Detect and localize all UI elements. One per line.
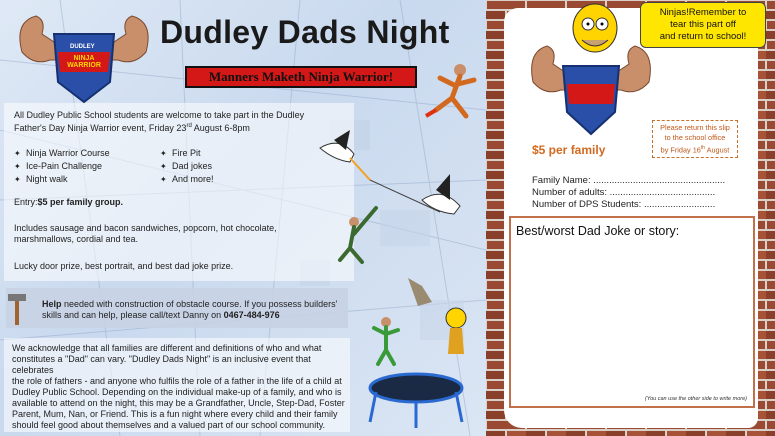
ack-line: Parent, Mum, Nan, or Friend. This is a fun night where every child and their family bbox=[12, 409, 338, 419]
family-name-field[interactable]: Family Name: .................................................. bbox=[532, 175, 726, 186]
return-notice bbox=[652, 120, 738, 158]
prizes-text: Lucky door prize, best portrait, and best dad joke prize. bbox=[14, 261, 234, 271]
trampoline-image bbox=[352, 272, 486, 436]
hammer-icon bbox=[6, 290, 30, 326]
ninja-bullet-icon: ✦ bbox=[160, 162, 167, 171]
intro-time: August 6-8pm bbox=[191, 123, 250, 133]
list-item bbox=[14, 147, 110, 160]
logo-text-top: DUDLEY bbox=[70, 44, 95, 50]
activity-label: Fire Pit bbox=[172, 148, 201, 158]
return-date-suffix: th bbox=[700, 145, 705, 151]
logo-text-main: NINJA WARRIOR bbox=[67, 55, 101, 69]
pelicans-zipline-image bbox=[310, 130, 480, 280]
list-item bbox=[160, 147, 214, 160]
activity-label: And more! bbox=[172, 174, 214, 184]
activities-left bbox=[14, 147, 110, 186]
return-date: by Friday 16 bbox=[660, 145, 701, 155]
help-text bbox=[42, 299, 347, 321]
intro-date-suffix: rd bbox=[186, 123, 192, 129]
intro-date: Father's Day Ninja Warrior event, Friday 23 bbox=[14, 123, 187, 133]
includes-line-1: Includes sausage and bacon sandwiches, popcorn, hot chocolate, bbox=[14, 223, 277, 233]
ninja-bullet-icon: ✦ bbox=[14, 162, 21, 171]
ninja-bullet-icon: ✦ bbox=[14, 175, 21, 184]
activities-right bbox=[160, 147, 214, 186]
help-line-1: needed with construction of obstacle course. If you possess builders' bbox=[61, 299, 338, 309]
return-line-1: Please return this slip bbox=[660, 123, 730, 132]
price-label: $5 per family bbox=[532, 143, 606, 157]
ack-line: the role of fathers - and anyone who fulfils the role of a father in the life of a child at bbox=[12, 376, 342, 386]
ninja-bullet-icon: ✦ bbox=[14, 149, 21, 158]
activity-label: Dad jokes bbox=[172, 161, 213, 171]
entry-label: Entry: bbox=[14, 197, 38, 207]
intro-line-1: All Dudley Public School students are welcome to take part in the Dudley bbox=[14, 110, 305, 120]
includes-text bbox=[14, 223, 334, 245]
help-phone: 0467-484-976 bbox=[223, 310, 280, 320]
return-line-3 bbox=[653, 143, 737, 155]
page-title: Dudley Dads Night bbox=[160, 14, 450, 50]
activity-label: Ice-Pain Challenge bbox=[26, 161, 103, 171]
ack-line: available to attend on the night, this may be a Grandfather, Uncle, Step-Dad, Foster bbox=[12, 398, 345, 408]
list-item bbox=[160, 160, 214, 173]
banner: Manners Maketh Ninja Warrior! bbox=[185, 66, 417, 88]
joke-heading: Best/worst Dad Joke or story: bbox=[516, 224, 680, 238]
intro-text bbox=[14, 110, 344, 134]
joke-note: (You can use the other side to write more) bbox=[644, 396, 747, 402]
cartoon-character-image bbox=[562, 2, 628, 56]
entry-value: $5 per family group. bbox=[37, 197, 124, 207]
help-label: Help bbox=[42, 299, 62, 309]
ninja-runner-image bbox=[416, 60, 482, 130]
slip-fields bbox=[532, 175, 725, 211]
ninja-bullet-icon: ✦ bbox=[160, 175, 167, 184]
num-students-field[interactable]: Number of DPS Students: ........................... bbox=[532, 199, 716, 210]
speech-bubble bbox=[640, 2, 766, 48]
entry-text bbox=[14, 197, 123, 208]
dad-joke-box[interactable] bbox=[509, 216, 755, 408]
acknowledgement-text bbox=[12, 343, 352, 431]
list-item bbox=[14, 160, 110, 173]
speech-line-2: tear this part off bbox=[670, 19, 736, 30]
speech-line-1: Ninjas!Remember to bbox=[659, 7, 747, 18]
activity-label: Ninja Warrior Course bbox=[26, 148, 110, 158]
ack-line: constitutes a "Dad" can vary. "Dudley Dads Night" is an inclusive event that celebrates bbox=[12, 354, 311, 375]
activity-label: Night walk bbox=[26, 174, 68, 184]
return-month: August bbox=[704, 145, 730, 155]
ack-line: should feel good about themselves and a valued part of our school community. bbox=[12, 420, 326, 430]
includes-line-2: marshmallows, cordial and tea. bbox=[14, 234, 139, 244]
ninja-bullet-icon: ✦ bbox=[160, 149, 167, 158]
speech-line-3: and return to school! bbox=[659, 31, 747, 42]
intro-line-2 bbox=[14, 121, 344, 134]
list-item bbox=[160, 173, 214, 186]
help-line-2: skills and can help, please call/text Danny on bbox=[42, 310, 224, 320]
ack-line: We acknowledge that all families are different and definitions of who and what bbox=[12, 343, 322, 353]
list-item bbox=[14, 173, 110, 186]
return-line-2: to the school office bbox=[664, 133, 726, 142]
num-adults-field[interactable]: Number of adults: ........................................ bbox=[532, 187, 716, 198]
ack-line: Dudley Public School. Depending on the individual make-up of a family, and who is bbox=[12, 387, 342, 397]
